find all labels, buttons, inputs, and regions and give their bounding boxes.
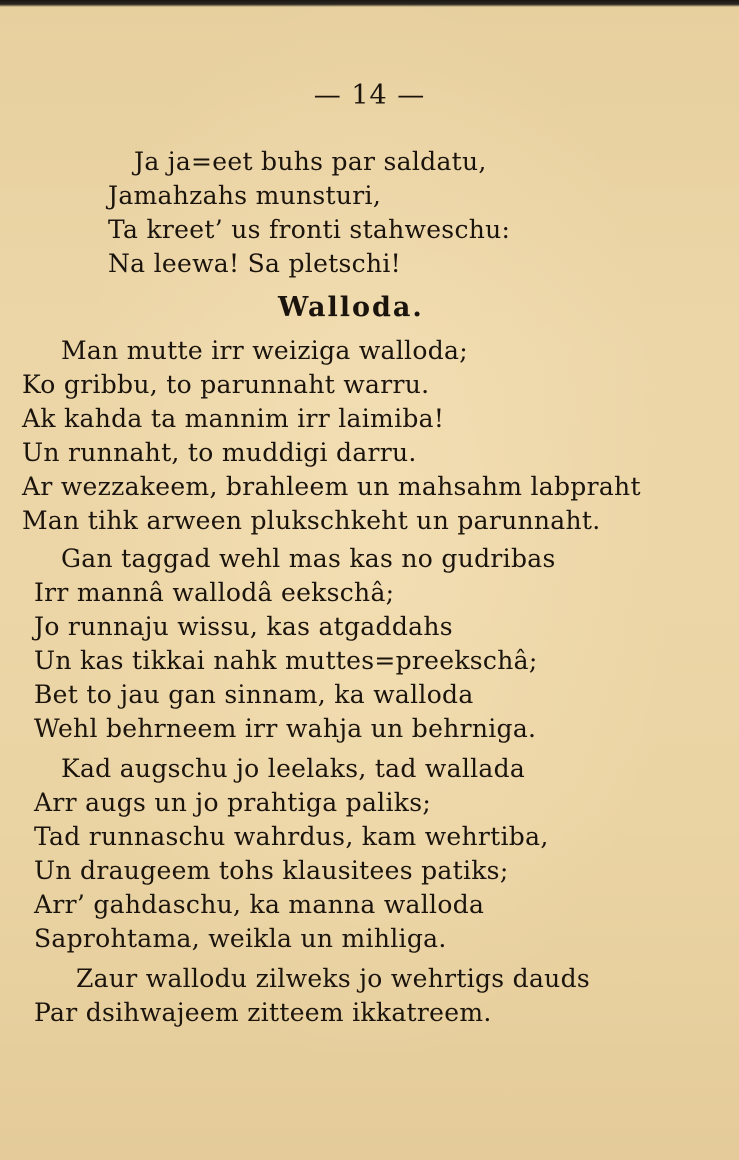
page-number: — 14 — [313,80,426,111]
verse-line: Bet to jau gan sinnam, ka walloda [34,680,474,709]
verse-line: Un kas tikkai nahk muttes=preekschâ; [34,646,538,675]
verse-line: Un runnaht, to muddigi darru. [22,438,417,467]
verse-line: Ak kahda ta mannim irr laimiba! [22,404,445,433]
verse-line: Arr’ gahdaschu, ka manna walloda [34,890,485,919]
poem-title: Walloda. [278,292,424,323]
verse-line: Ko gribbu, to parunnaht warru. [22,370,430,399]
verse-line: Wehl behrneem irr wahja un behrniga. [34,714,537,743]
verse-line: Ar wezzakeem, brahleem un mahsahm labpraht [22,472,641,501]
page-top-edge [0,0,739,7]
verse-line: Na leewa! Sa pletschi! [108,249,402,278]
verse-line: Saprohtama, weikla un mihliga. [34,924,447,953]
verse-line: Irr mannâ wallodâ eekschâ; [34,578,395,607]
verse-line: Tad runnaschu wahrdus, kam wehrtiba, [34,822,549,851]
verse-line: Man tihk arween plukschkeht un parunnaht. [22,506,601,535]
verse-line: Arr augs un jo prahtiga paliks; [34,788,432,817]
verse-line: Par dsihwajeem zitteem ikkatreem. [34,998,492,1027]
verse-line: Jamahzahs munsturi, [108,181,382,210]
verse-line: Ja ja=eet buhs par saldatu, [134,147,487,176]
verse-line: Jo runnaju wissu, kas atgaddahs [34,612,453,641]
verse-line: Ta kreet’ us fronti stahweschu: [108,215,511,244]
verse-line: Man mutte irr weiziga walloda; [61,336,468,365]
verse-line: Kad augschu jo leelaks, tad wallada [61,754,526,783]
verse-line: Zaur wallodu zilweks jo wehrtigs dauds [76,964,591,993]
verse-line: Un draugeem tohs klausitees patiks; [34,856,509,885]
verse-line: Gan taggad wehl mas kas no gudribas [61,544,556,573]
